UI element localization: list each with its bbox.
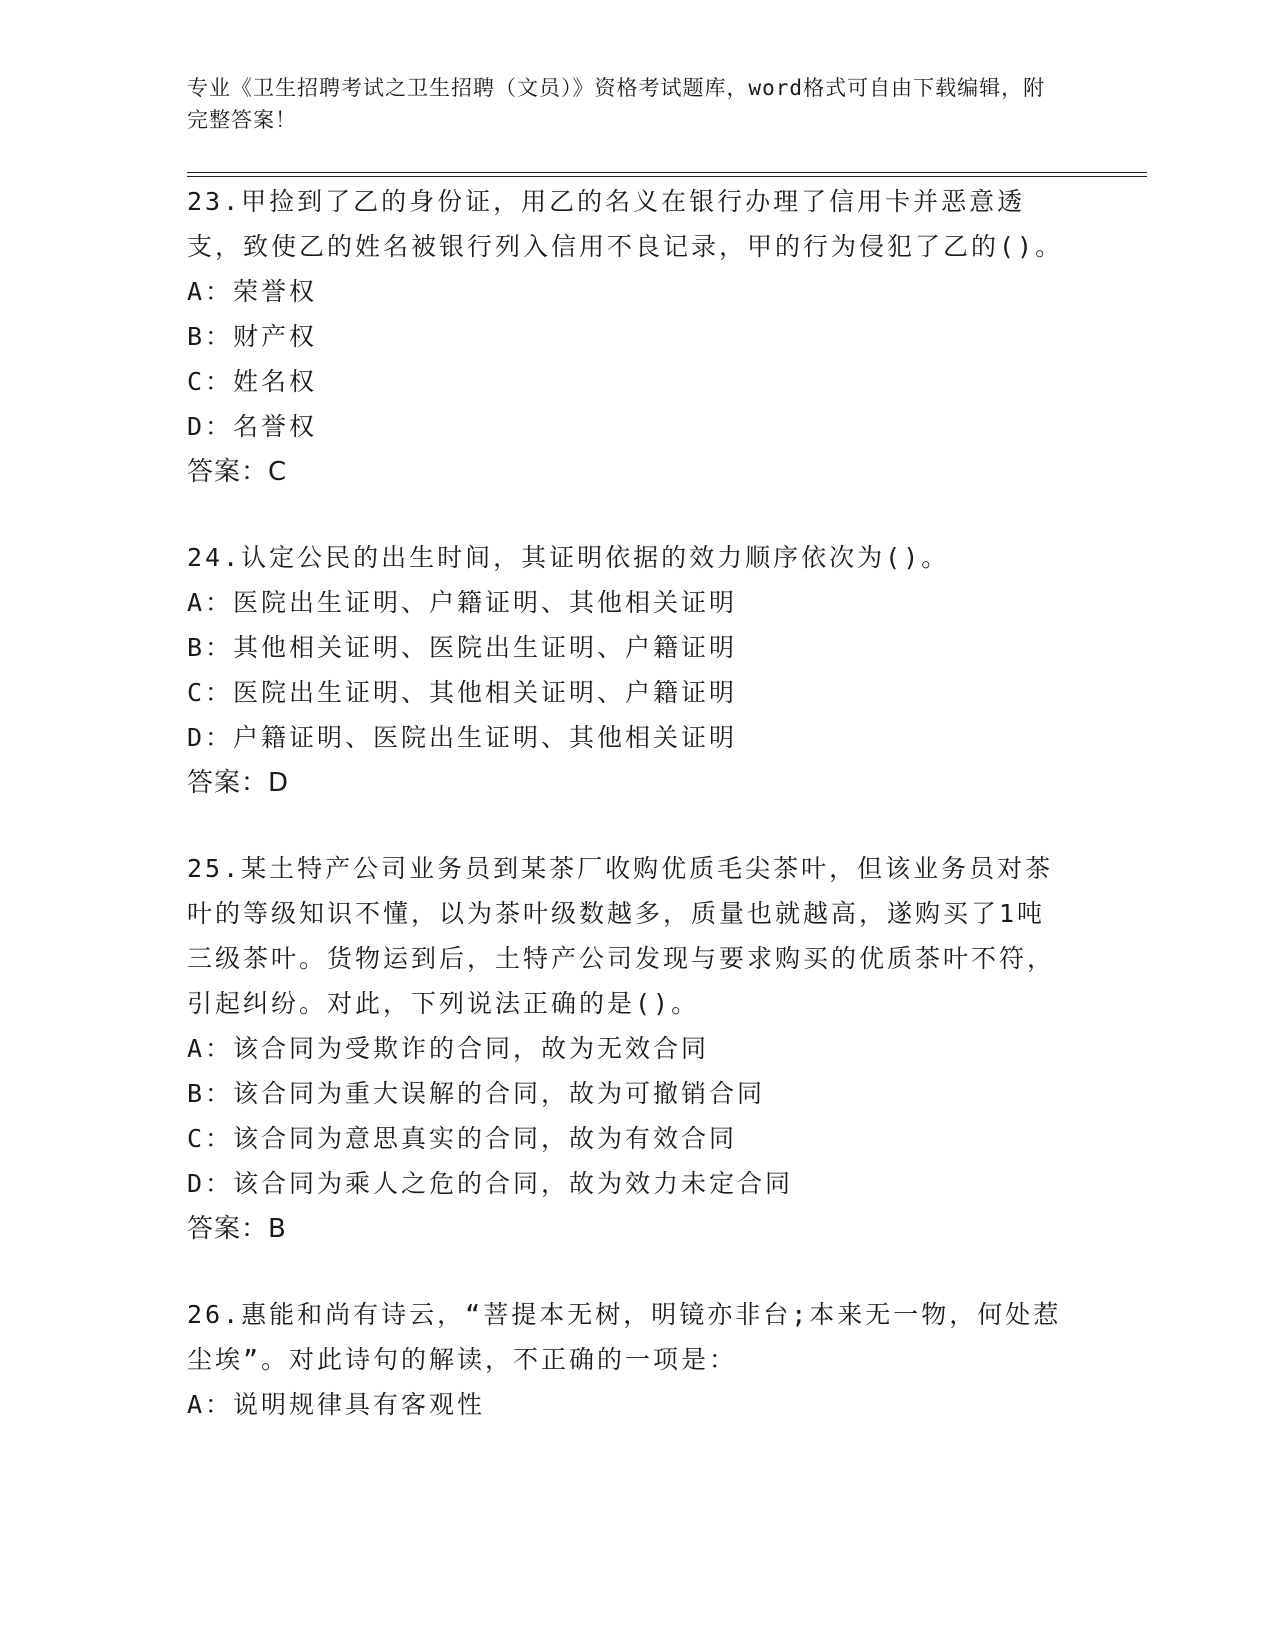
header-divider (187, 172, 1147, 177)
option-a: A：荣誉权 (187, 277, 318, 306)
answer-label: 答案：B (187, 1214, 287, 1244)
question-23 (187, 179, 1067, 495)
option-b: B：该合同为重大误解的合同，故为可撤销合同 (187, 1079, 766, 1108)
option-d: D：该合同为乘人之危的合同，故为效力未定合同 (187, 1169, 794, 1198)
option-a: A：该合同为受欺诈的合同，故为无效合同 (187, 1034, 710, 1063)
option-d: D：名誉权 (187, 412, 318, 441)
option-b: B：财产权 (187, 322, 318, 351)
option-c: C：该合同为意思真实的合同，故为有效合同 (187, 1124, 738, 1153)
option-c: C：医院出生证明、其他相关证明、户籍证明 (187, 678, 738, 707)
question-stem: 24.认定公民的出生时间，其证明依据的效力顺序依次为()。 (187, 543, 950, 572)
document-page (187, 72, 1087, 1427)
question-stem: 25.某土特产公司业务员到某茶厂收购优质毛尖茶叶，但该业务员对茶叶的等级知识不懂，以为茶叶级数越多，质量也就越高，遂购买了1吨三级茶叶。货物运到后，土特产公司发现与要求购买的优质茶叶不符，引起纠纷。对此，下列说法正确的是()。 (187, 854, 1056, 1018)
answer-label: 答案：C (187, 457, 288, 487)
question-25 (187, 846, 1067, 1252)
option-a: A：说明规律具有客观性 (187, 1390, 486, 1419)
question-stem: 26.惠能和尚有诗云，“菩提本无树，明镜亦非台;本来无一物，何处惹尘埃”。对此诗句的解读，不正确的一项是： (187, 1300, 1062, 1374)
option-a: A：医院出生证明、户籍证明、其他相关证明 (187, 588, 738, 617)
option-b: B：其他相关证明、医院出生证明、户籍证明 (187, 633, 738, 662)
question-stem: 23.甲捡到了乙的身份证，用乙的名义在银行办理了信用卡并恶意透支，致使乙的姓名被银行列入信用不良记录，甲的行为侵犯了乙的()。 (187, 187, 1064, 261)
question-26 (187, 1292, 1067, 1427)
question-24 (187, 535, 1067, 806)
option-d: D：户籍证明、医院出生证明、其他相关证明 (187, 723, 738, 752)
document-header: 专业《卫生招聘考试之卫生招聘（文员）》资格考试题库，word格式可自由下载编辑，附完整答案！ (187, 76, 1046, 132)
option-c: C：姓名权 (187, 367, 318, 396)
answer-label: 答案：D (187, 768, 290, 798)
